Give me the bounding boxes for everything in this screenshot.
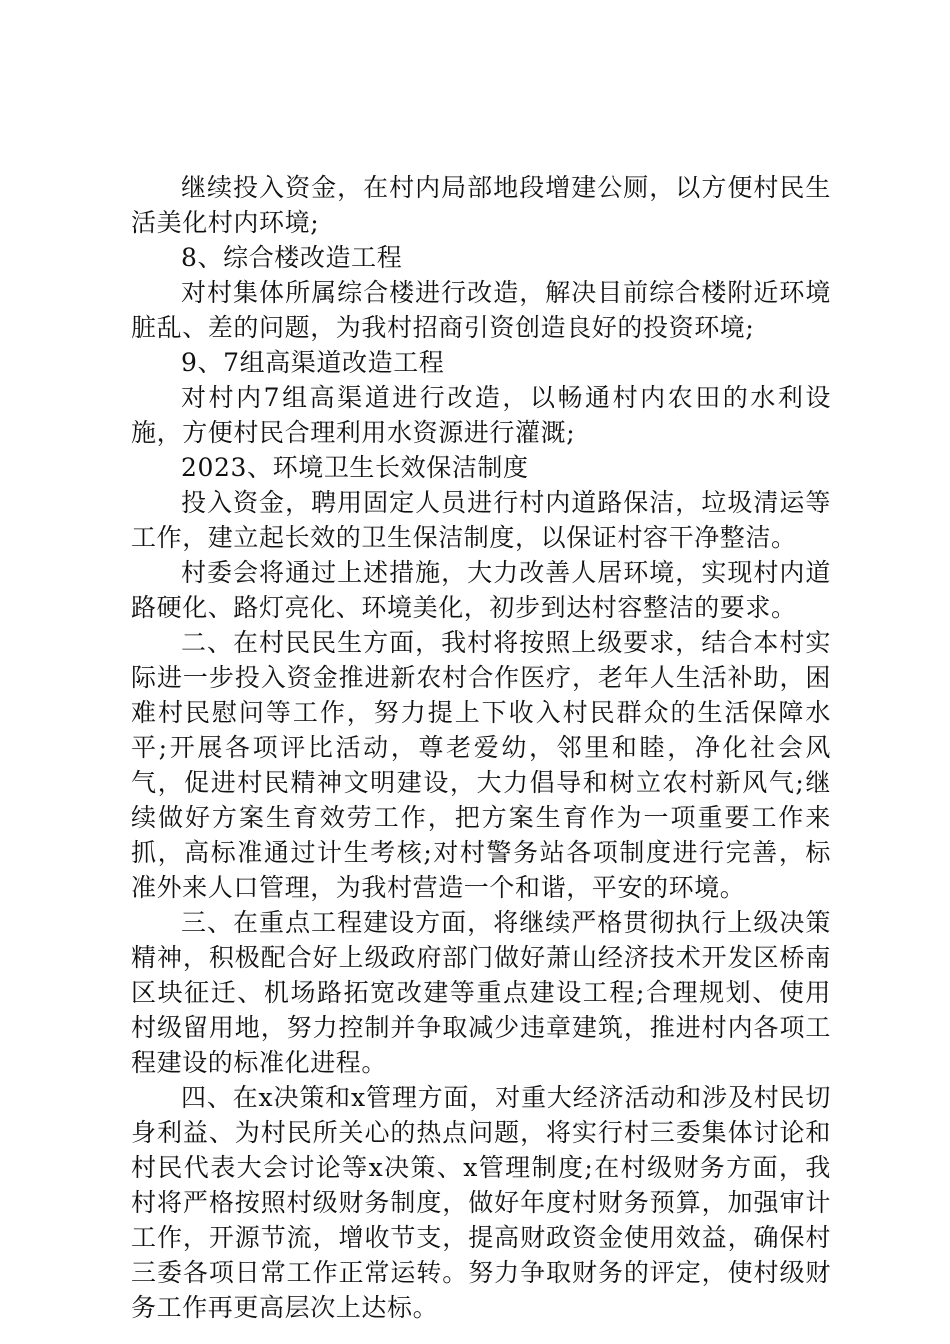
paragraph-section-3: 三、在重点工程建设方面，将继续严格贯彻执行上级决策精神，积极配合好上级政府部门做好萧山经济技术开发区桥南区块征迁、机场路拓宽改建等重点建设工程;合理规划、使用村级留用地，努力控制并争取减少违章建筑，推进村内各项工程建设的标准化进程。 (131, 908, 831, 1077)
paragraph-section-2: 二、在村民民生方面，我村将按照上级要求，结合本村实际进一步投入资金推进新农村合作医疗，老年人生活补助，困难村民慰问等工作，努力提上下收入村民群众的生活保障水平;开展各项评比活动，尊老爱幼，邻里和睦，净化社会风气，促进村民精神文明建设，大力倡导和树立农村新风气;继续做好方案生育效劳工作，把方案生育作为一项重要工作来抓，高标准通过计生考核;对村警务站各项制度进行完善，标准外来人口管理，为我村营造一个和谐，平安的环境。 (131, 628, 831, 902)
paragraph-complex-building: 对村集体所属综合楼进行改造，解决目前综合楼附近环境脏乱、差的问题，为我村招商引资创造良好的投资环境; (131, 278, 831, 342)
heading-item-2023: 2023、环境卫生长效保洁制度 (181, 453, 529, 482)
paragraph-canal: 对村内7组高渠道进行改造，以畅通村内农田的水利设施，方便村民合理利用水资源进行灌溉; (131, 383, 831, 447)
heading-item-8: 8、综合楼改造工程 (181, 243, 403, 272)
paragraph-sanitation: 投入资金，聘用固定人员进行村内道路保洁，垃圾清运等工作，建立起长效的卫生保洁制度，以保证村容干净整洁。 (131, 488, 831, 552)
paragraph-summary: 村委会将通过上述措施，大力改善人居环境，实现村内道路硬化、路灯亮化、环境美化，初步到达村容整洁的要求。 (131, 558, 831, 622)
paragraph-public-toilets: 继续投入资金，在村内局部地段增建公厕，以方便村民生活美化村内环境; (131, 173, 831, 237)
heading-item-9: 9、7组高渠道改造工程 (181, 348, 445, 377)
paragraph-section-4: 四、在x决策和x管理方面，对重大经济活动和涉及村民切身利益、为村民所关心的热点问题，将实行村三委集体讨论和村民代表大会讨论等x决策、x管理制度;在村级财务方面，我村将严格按照村级财务制度，做好年度村财务预算，加强审计工作，开源节流，增收节支，提高财政资金使用效益，确保村三委各项日常工作正常运转。努力争取财务的评定，使村级财务工作再更高层次上达标。 (131, 1083, 831, 1322)
document-body (131, 170, 831, 1325)
